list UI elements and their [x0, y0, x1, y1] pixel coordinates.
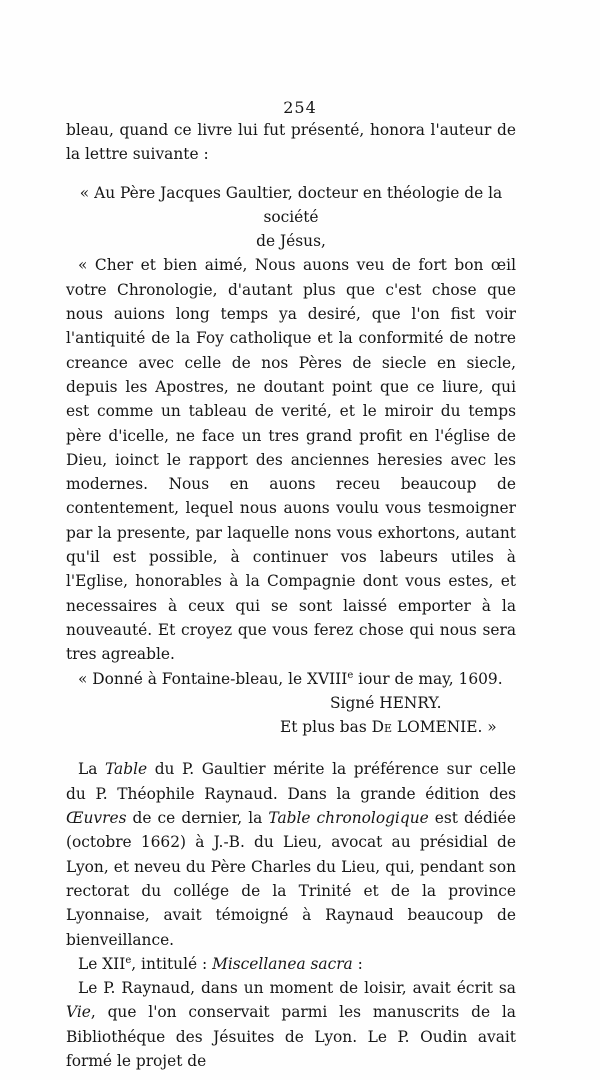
p5-b: , intitulé :	[131, 954, 213, 973]
p5-a: Le XII	[78, 954, 126, 973]
letter-address-line2: de Jésus,	[256, 232, 326, 251]
p4-b: du P. Gaultier mérite la préférence sur celle du P. Théophile Raynaud. Dans la grande édition des	[66, 760, 516, 803]
spacer	[66, 167, 516, 181]
signature-lomenie-pre: Et plus bas	[280, 718, 372, 737]
p5-sup: e	[125, 954, 132, 966]
p6-b: , que l'on conservait parmi les manuscrits de la Bibliothéque des Jésuites de Lyon. Le P. Oudin avait formé le projet de	[66, 1003, 516, 1070]
page-number: 254	[283, 98, 317, 117]
letter-date-post: iour de may, 1609.	[353, 669, 503, 688]
letter-date-pre: « Donné à Fontaine-bleau, le XVIII	[78, 669, 348, 688]
letter-body: « Cher et bien aimé, Nous auons veu de fort bon œil votre Chronologie, d'autant plus que c'est chose que nous auions long temps ya desiré, que l'on fist voir l'antiquité de la Foy catholique et la conformité de notre creance avec celle de nos Pères de siecle en siecle, depuis les Apostres, ne doutant point que ce liure, qui est comme un tableau de verité, et le miroir du temps père d'icelle, ne face un tres grand profit en l'église de Dieu, ioinct le rapport des anciennes heresies avec les modernes. Nous en auons receu beaucoup de contentement, lequel nous auons voulu vous tesmoigner par la presente, par laquelle nons vous exhortons, autant qu'il est possible, à continuer vos labeurs utiles à l'Eglise, honorables à la Compagnie dont vous estes, et necessaires à ceux qui se sont laissé emporter à la nouveauté. Et croyez que vous ferez chose qui nous sera tres agreable.	[66, 256, 516, 664]
signature-lomenie	[66, 715, 516, 739]
paragraph-xii	[66, 952, 516, 976]
p6-vie: Vie	[66, 1003, 91, 1022]
signature-lomenie-name: De LOMENIE	[371, 718, 478, 737]
letter-date-sup: e	[347, 669, 354, 681]
paragraph-table	[66, 757, 516, 951]
page-body	[66, 118, 516, 1073]
p4-c: de ce dernier, la	[126, 809, 269, 828]
paragraph-opening: bleau, quand ce livre lui fut présenté, honora l'auteur de la lettre suivante :	[66, 121, 516, 164]
p6-a: Le P. Raynaud, dans un moment de loisir, avait écrit sa	[78, 979, 516, 998]
p4-table-chrono: Table chronologique	[268, 809, 429, 828]
signature-lomenie-post: . »	[477, 718, 497, 737]
signature-henry: Signé HENRY.	[330, 693, 442, 712]
paragraph-raynaud	[66, 976, 516, 1073]
p5-c: :	[352, 954, 363, 973]
letter-date	[66, 667, 516, 691]
p4-oeuvres: Œuvres	[66, 809, 127, 828]
p5-title: Miscellanea sacra	[212, 954, 353, 973]
spacer	[66, 739, 516, 757]
p4-d: est dédiée (octobre 1662) à J.-B. du Lieu, avocat au présidial de Lyon, et neveu du Père Charles du Lieu, qui, pendant son rectorat du collége de la Trinité et de la province Lyonnaise, avait témoigné à Raynaud beaucoup de bienveillance.	[66, 809, 516, 949]
letter-address-line1: « Au Père Jacques Gaultier, docteur en théologie de la société	[79, 183, 503, 226]
p4-a: La	[78, 760, 105, 779]
p4-table: Table	[104, 760, 148, 779]
